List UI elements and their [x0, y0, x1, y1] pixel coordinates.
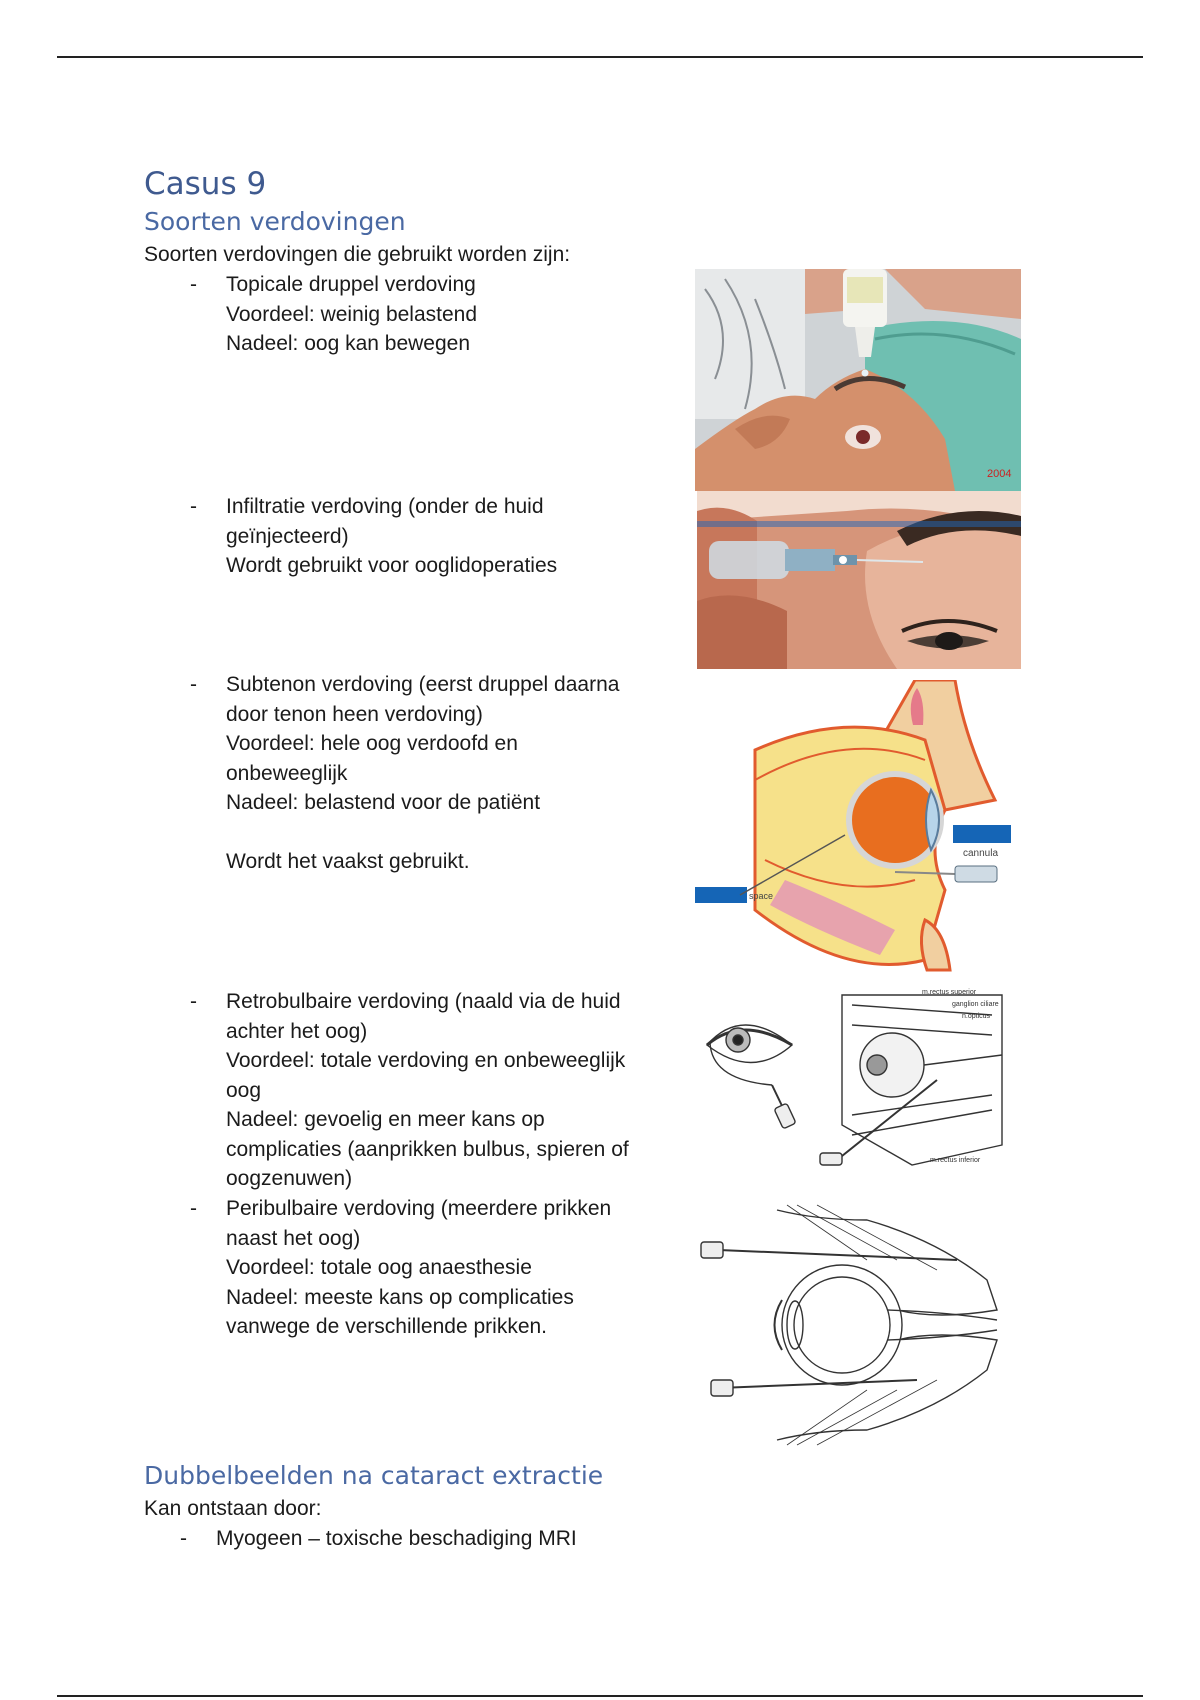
- list-item-line: naast het oog): [226, 1226, 361, 1250]
- footer-rule: [57, 1695, 1143, 1697]
- header-rule: [57, 56, 1143, 58]
- list-item-line: complicaties (aanprikken bulbus, spieren of: [226, 1137, 629, 1161]
- list-item-line: geïnjecteerd): [226, 524, 349, 548]
- list-item-line: Wordt het vaakst gebruikt.: [226, 850, 470, 873]
- list-item-line: Retrobulbaire verdoving (naald via de huid: [226, 990, 621, 1013]
- list-item-line: Nadeel: meeste kans op complicaties: [226, 1285, 574, 1309]
- list-item-line: vanwege de verschillende prikken.: [226, 1315, 548, 1338]
- bullet-dash: -: [180, 1527, 187, 1550]
- space-label: space: [749, 891, 774, 901]
- list-item-line: onbeweeglijk: [226, 761, 348, 785]
- ganglion-label: ganglion ciliare: [952, 1001, 999, 1008]
- list-item-line: Nadeel: oog kan bewegen: [226, 332, 471, 355]
- retrobulbar-diagram: [702, 985, 1008, 1173]
- page-title: Casus 9: [144, 166, 267, 202]
- list-item-line: Voordeel: totale oog anaesthesie: [226, 1256, 532, 1279]
- section-intro: Soorten verdovingen die gebruikt worden zijn:: [144, 243, 571, 266]
- list-item-line: Voordeel: hele oog verdoofd en: [226, 732, 518, 755]
- list-item-line: oogzenuwen): [226, 1167, 353, 1190]
- list-item-line: oog: [226, 1078, 262, 1102]
- list-item-line: Wordt gebruikt voor ooglidoperaties: [226, 554, 558, 577]
- list-item-line: Infiltratie verdoving (onder de huid: [226, 495, 544, 518]
- list-item-line: Nadeel: gevoelig en meer kans op: [226, 1108, 545, 1131]
- list-item-line: Subtenon verdoving (eerst druppel daarna: [226, 673, 620, 696]
- list-item-line: Voordeel: totale verdoving en onbeweeglijk: [226, 1049, 626, 1072]
- section-heading-double-vision: Dubbelbeelden na cataract extractie: [144, 1461, 604, 1490]
- list-item-line: door tenon heen verdoving): [226, 702, 483, 726]
- bullet-dash: -: [190, 273, 197, 296]
- rectus-superior-label: m.rectus superior: [922, 989, 977, 996]
- list-item-line: Peribulbaire verdoving (meerdere prikken: [226, 1197, 612, 1220]
- eye-drop-photo: [695, 269, 1021, 491]
- cannula-label: cannula: [963, 848, 999, 859]
- section-heading-anesthesia: Soorten verdovingen: [144, 207, 406, 236]
- bullet-dash: -: [190, 673, 197, 696]
- rectus-inferior-label: m.rectus inferior: [930, 1157, 981, 1164]
- photo-stamp: 2004: [987, 468, 1012, 480]
- list-item-line: Topicale druppel verdoving: [226, 273, 476, 296]
- bullet-dash: -: [190, 495, 197, 518]
- list-item-line: Voordeel: weinig belastend: [226, 302, 478, 326]
- bullet-dash: -: [190, 990, 197, 1013]
- list-item-line: Nadeel: belastend voor de patiënt: [226, 791, 541, 814]
- subtenon-diagram: [695, 680, 1011, 980]
- list-item-line: achter het oog): [226, 1019, 368, 1043]
- opticus-label: n.opticus: [962, 1013, 991, 1020]
- peribulbar-diagram: [697, 1200, 1007, 1450]
- infiltration-injection-photo: [697, 491, 1021, 669]
- list-item-line: Myogeen – toxische beschadiging MRI: [216, 1527, 577, 1550]
- section-intro: Kan ontstaan door:: [144, 1497, 322, 1520]
- bullet-dash: -: [190, 1197, 197, 1220]
- list-item-spacer: [226, 818, 671, 848]
